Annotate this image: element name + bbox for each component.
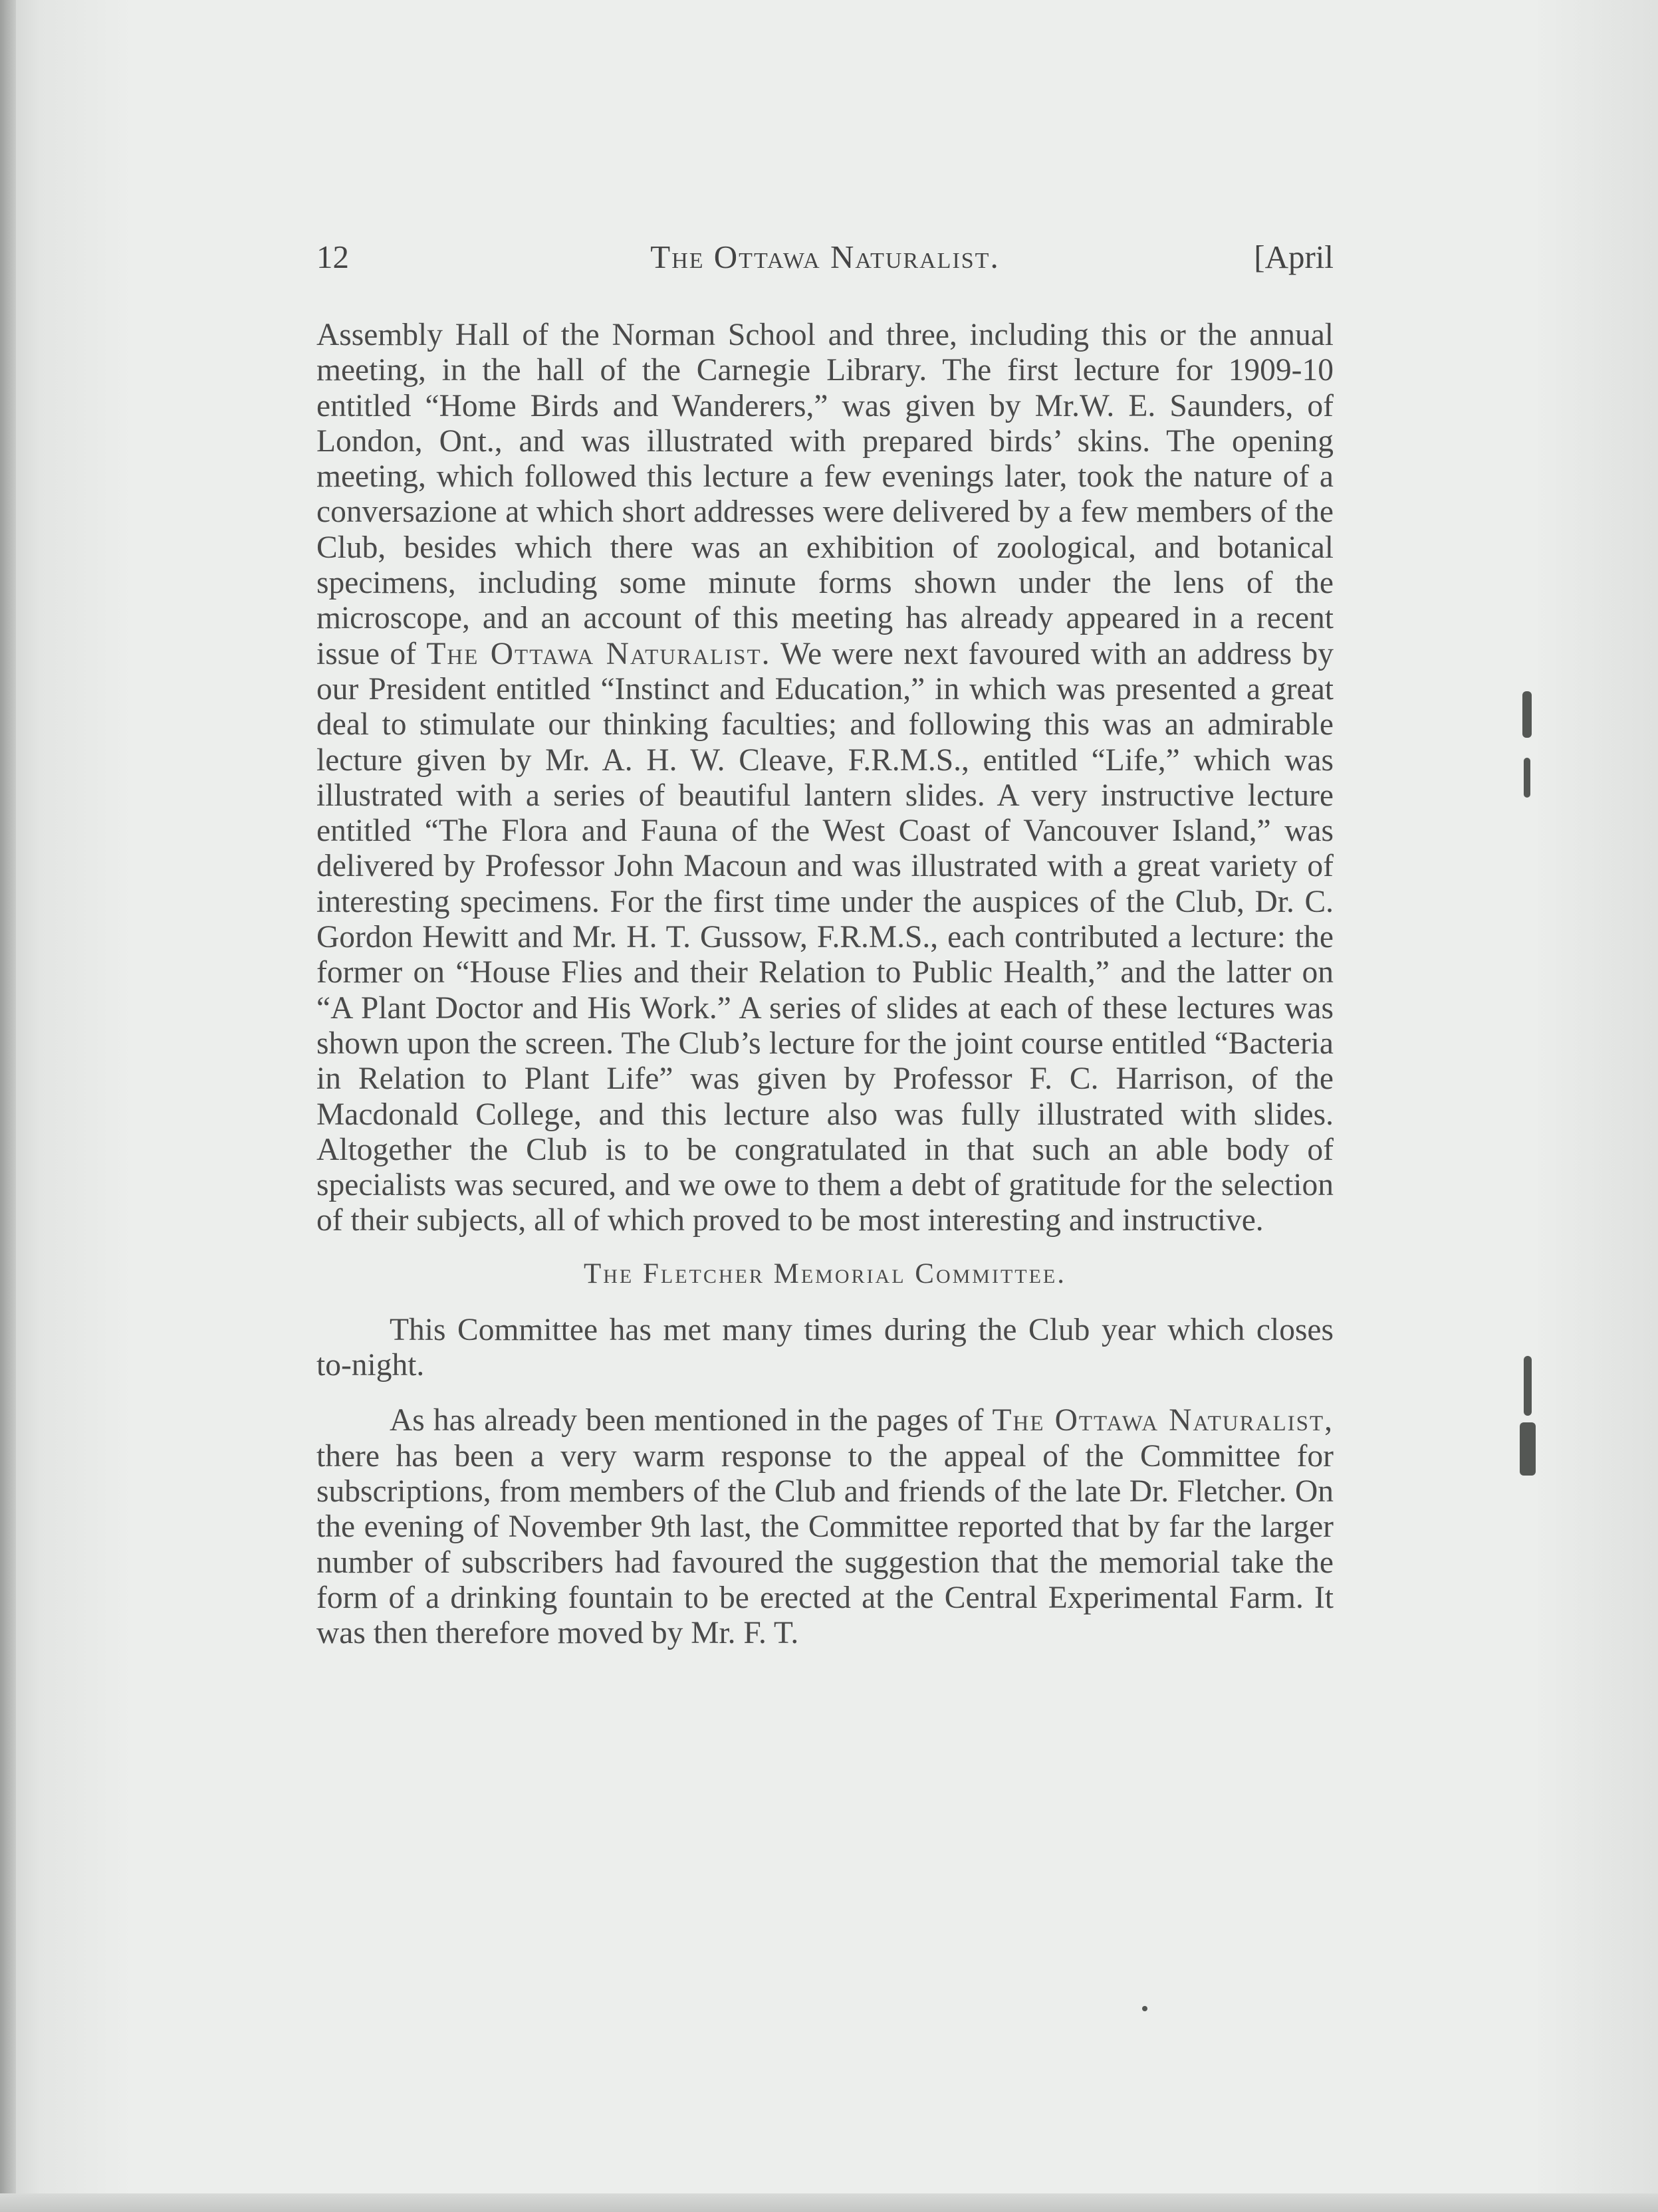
book-spine-shadow bbox=[0, 0, 16, 2212]
paragraph-subscriptions bbox=[316, 1403, 1334, 1651]
paragraph-lectures-part-2: We were next favoured with an address by our President entitled “Instinct and Education,” in which was presented a great deal to stimulate our thinking faculties; and following this was an admirable lecture given by Mr. A. H. W. Cleave, F.R.M.S., entitled “Life,” which was illustrated with a series of beautiful lantern slides. A very instructive lecture entitled “The Flora and Fauna of the West Coast of Vancouver Island,” was delivered by Professor John Macoun and was illustrated with a great variety of interesting specimens. For the first time under the auspices of the Club, Dr. C. Gordon Hewitt and Mr. H. T. Gussow, F.R.M.S., each contributed a lecture: the former on “House Flies and their Relation to Public Health,” and the latter on “A Plant Doctor and His Work.” A series of slides at each of these lectures was shown upon the screen. The Club’s lecture for the joint course entitled “Bacteria in Relation to Plant Life” was given by Professor F. C. Harrison, of the Macdonald College, and this lecture also was fully illustrated with slides. Altogether the Club is to be congratulated in that such an able body of specialists was secured, and we owe to them a debt of gratitude for the selection of their subjects, all of which proved to be most interesting and instructive. bbox=[316, 636, 1334, 1238]
paragraph-spacer bbox=[316, 1383, 1334, 1403]
ink-mark bbox=[1520, 1422, 1536, 1476]
paragraph-lectures bbox=[316, 318, 1334, 1239]
page-bottom-edge bbox=[0, 2193, 1658, 2212]
ink-speck bbox=[1142, 2006, 1147, 2011]
issue-month: [April bbox=[1254, 239, 1334, 275]
ink-mark bbox=[1524, 758, 1530, 798]
paragraph-lectures-part-1: Assembly Hall of the Norman School and three, including this or the annual meeting, in the hall of the Carnegie Library. The first lecture for 1909-10 entitled “Home Birds and Wanderers,” was given by Mr.W. E. Saunders, of London, Ont., and was illustrated with prepared birds’ skins. The opening meeting, which followed this lecture a few evenings later, took the nature of a conversazione at which short addresses were delivered by a few members of the Club, besides which there was an exhibition of zoological, and botanical specimens, including some minute forms shown under the lens of the microscope, and an account of this meeting has already appeared in a recent issue of bbox=[316, 318, 1334, 671]
page-right-edge bbox=[1529, 0, 1658, 2212]
journal-reference: The Ottawa Naturalist, bbox=[992, 1403, 1334, 1438]
journal-reference: The Ottawa Naturalist. bbox=[426, 636, 771, 671]
journal-title: The Ottawa Naturalist. bbox=[650, 239, 1000, 275]
paragraph-subscriptions-part-2: there has been a very warm response to the appeal of the Committee for subscriptions, from members of the Club and friends of the late Dr. Fletcher. On the evening of November 9th last, the Committee reported that by far the larger number of subscribers had favoured the suggestion that the memorial take the form of a drinking fountain to be erected at the Central Experimental Farm. It was then therefore moved by Mr. F. T. bbox=[316, 1438, 1334, 1651]
section-heading: The Fletcher Memorial Committee. bbox=[583, 1258, 1067, 1289]
ink-mark bbox=[1522, 691, 1532, 738]
running-header bbox=[316, 238, 1334, 284]
page-number: 12 bbox=[316, 239, 349, 275]
paragraph-committee-meetings: This Committee has met many times during the Club year which closes to-night. bbox=[316, 1312, 1334, 1383]
ink-mark bbox=[1524, 1356, 1532, 1416]
paragraph-subscriptions-part-1: As has already been mentioned in the pages of bbox=[390, 1403, 993, 1438]
article-body bbox=[316, 318, 1334, 1651]
